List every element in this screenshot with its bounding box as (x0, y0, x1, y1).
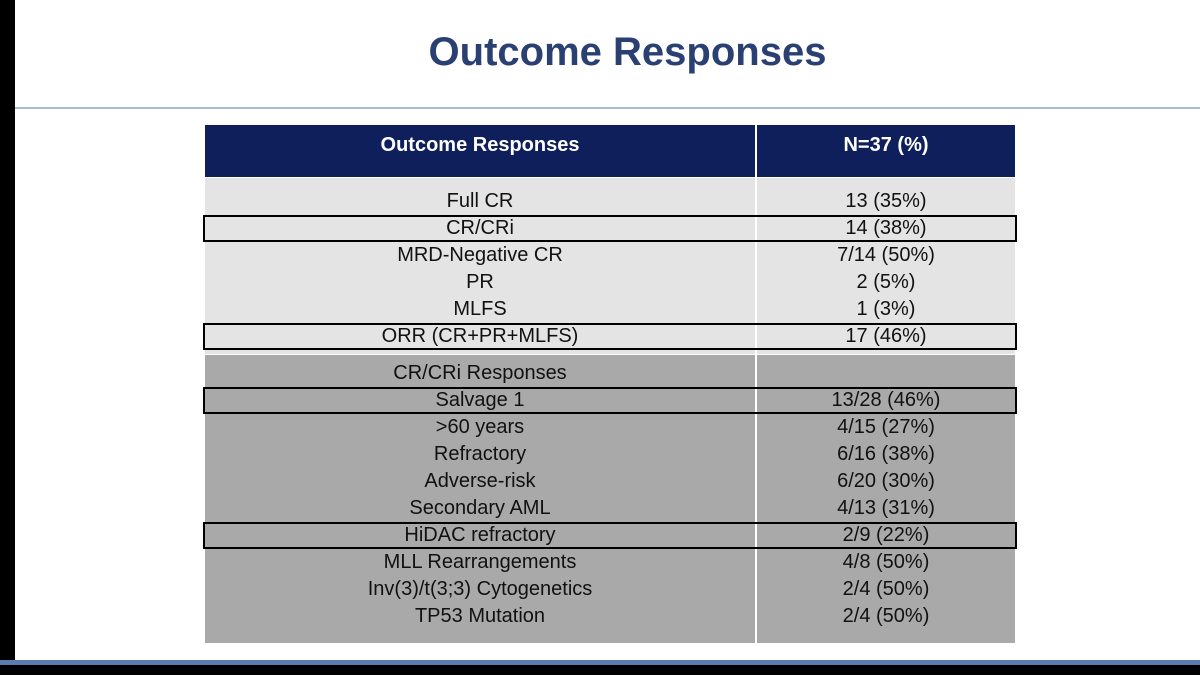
table-row (205, 296, 1015, 323)
row-label: CR/CRi Responses (393, 362, 567, 384)
row-value: 2/4 (50%) (842, 605, 930, 627)
row-label: HiDAC refractory (404, 524, 556, 546)
row-value: 1 (3%) (856, 298, 916, 320)
row-label: PR (466, 271, 494, 293)
crcri-subgroup-section (205, 355, 1015, 643)
table-row (205, 269, 1015, 296)
title-divider (15, 107, 1200, 109)
row-value: 14 (38%) (845, 217, 927, 239)
row-label: Salvage 1 (435, 389, 525, 411)
row-value: 2/9 (22%) (842, 524, 930, 546)
slide (15, 0, 1200, 660)
row-label: Adverse-risk (424, 470, 536, 492)
row-label: Full CR (446, 190, 514, 212)
row-value (757, 360, 1015, 387)
bottom-bar (0, 660, 1200, 675)
table-row (205, 495, 1015, 522)
row-label: TP53 Mutation (414, 605, 546, 627)
table-row (205, 468, 1015, 495)
table-row (205, 188, 1015, 215)
highlight-box (203, 323, 1017, 350)
row-value: 2/4 (50%) (842, 578, 930, 600)
row-label: MLL Rearrangements (383, 551, 577, 573)
row-label: >60 years (435, 416, 525, 438)
table-header (205, 125, 1015, 177)
row-value: 4/8 (50%) (842, 551, 930, 573)
highlight-box (203, 215, 1017, 242)
row-value: 13 (35%) (845, 190, 927, 212)
table-row (205, 576, 1015, 603)
row-value: 13/28 (46%) (831, 389, 941, 411)
row-label: Inv(3)/t(3;3) Cytogenetics (367, 578, 593, 600)
row-value: 6/16 (38%) (837, 443, 935, 465)
overall-responses-section (205, 178, 1015, 354)
bottom-accent-line (0, 660, 1200, 665)
row-value: 7/14 (50%) (837, 244, 935, 266)
row-label: ORR (CR+PR+MLFS) (381, 325, 579, 347)
row-value: 2 (5%) (856, 271, 916, 293)
row-value: 4/15 (27%) (837, 416, 935, 438)
row-label: MRD-Negative CR (397, 244, 563, 266)
table-row (205, 414, 1015, 441)
row-value: 4/13 (31%) (837, 497, 935, 519)
header-outcome: Outcome Responses (380, 134, 580, 156)
row-label: Refractory (433, 443, 527, 465)
row-label: Secondary AML (409, 497, 551, 519)
table-row (205, 242, 1015, 269)
table-row (205, 549, 1015, 576)
highlight-box (203, 522, 1017, 549)
header-count: N=37 (%) (843, 134, 929, 156)
highlight-box (203, 387, 1017, 414)
slide-title: Outcome Responses (428, 30, 827, 74)
table-row (205, 441, 1015, 468)
table-row (205, 360, 1015, 387)
table-row (205, 603, 1015, 630)
row-label: CR/CRi (446, 217, 514, 239)
row-value: 6/20 (30%) (837, 470, 935, 492)
row-label: MLFS (453, 298, 507, 320)
row-value: 17 (46%) (845, 325, 927, 347)
